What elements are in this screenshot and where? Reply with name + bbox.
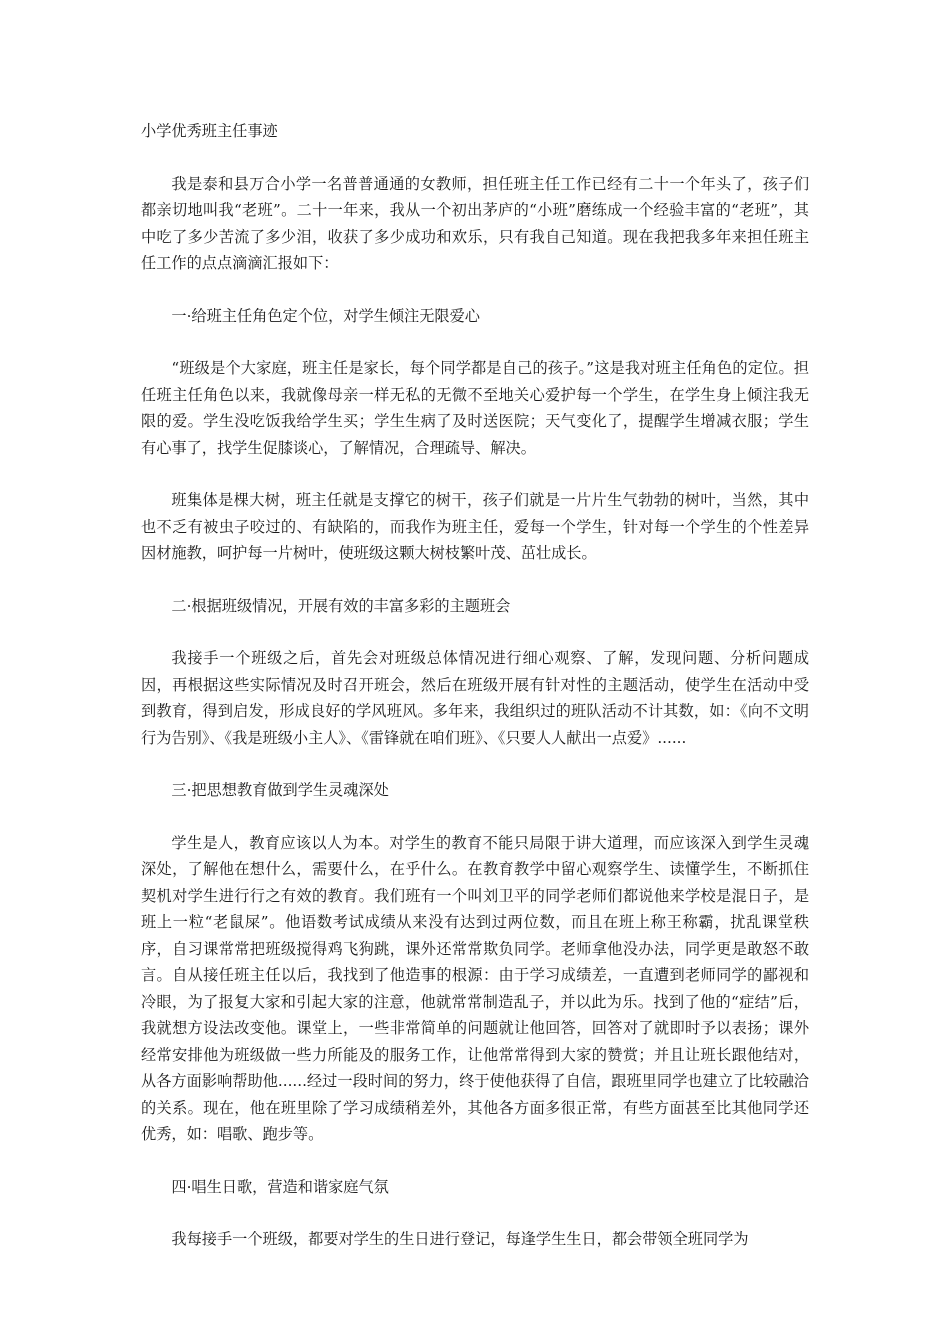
section-4-paragraph-1: 我每接手一个班级，都要对学生的生日进行登记，每逢学生生日，都会带领全班同学为 [171, 1230, 749, 1248]
section-heading-1: 一·给班主任角色定个位，对学生倾注无限爱心 [171, 306, 480, 325]
section-2-paragraph-1: 我接手一个班级之后，首先会对班级总体情况进行细心观察、了解，发现问题、分析问题成因，再根据这些实际情况及时召开班会，然后在班级开展有针对性的主题活动，使学生在活动中受到教育，得到启发，形成良好的学风班风。多年来，我组织过的班队活动不计其数，如：《向不文明行为告别》、《我是班级小主人》、《雷锋就在咱们班》、《只要人人献出一点爱》...... [141, 649, 809, 747]
section-heading-2: 二·根据班级情况，开展有效的丰富多彩的主题班会 [171, 596, 511, 615]
section-1-paragraph-2: 班集体是棵大树，班主任就是支撑它的树干，孩子们就是一片片生气勃勃的树叶，当然，其中也不乏有被虫子咬过的、有缺陷的，而我作为班主任，爱每一个学生，针对每一个学生的个性差异因材施教，呵护每一片树叶，使班级这颗大树枝繁叶茂、茁壮成长。 [141, 491, 809, 562]
intro-paragraph: 我是泰和县万合小学一名普普通通的女教师，担任班主任工作已经有二十一个年头了，孩子们都亲切地叫我“老班”。二十一年来，我从一个初出茅庐的“小班”磨练成一个经验丰富的“老班”，其中吃了多少苦流了多少泪，收获了多少成功和欢乐，只有我自己知道。现在我把我多年来担任班主任工作的点点滴滴汇报如下： [141, 174, 809, 272]
document-title: 小学优秀班主任事迹 [141, 122, 278, 140]
section-heading-3: 三·把思想教育做到学生灵魂深处 [171, 781, 389, 799]
document-body [141, 118, 809, 1253]
section-1-paragraph-1: “班级是个大家庭，班主任是家长，每个同学都是自己的孩子。”这是我对班主任角色的定位。担任班主任角色以来，我就像母亲一样无私的无微不至地关心爱护每一个学生，在学生身上倾注我无限的爱。学生没吃饭我给学生买；学生生病了及时送医院；天气变化了，提醒学生增减衣服；学生有心事了，找学生促膝谈心，了解情况，合理疏导、解决。 [141, 359, 809, 457]
section-3-paragraph-1: 学生是人，教育应该以人为本。对学生的教育不能只局限于讲大道理，而应该深入到学生灵魂深处，了解他在想什么，需要什么，在乎什么。在教育教学中留心观察学生、读懂学生，不断抓住契机对学生进行行之有效的教育。我们班有一个叫刘卫平的同学老师们都说他来学校是混日子，是班上一粒“老鼠屎”。他语数考试成绩从来没有达到过两位数，而且在班上称王称霸，扰乱课堂秩序，自习课常常把班级搅得鸡飞狗跳，课外还常常欺负同学。老师拿他没办法，同学更是敢怒不敢言。自从接任班主任以后，我找到了他造事的根源：由于学习成绩差，一直遭到老师同学的鄙视和冷眼，为了报复大家和引起大家的注意，他就常常制造乱子，并以此为乐。找到了他的“症结”后，我就想方设法改变他。课堂上，一些非常简单的问题就让他回答，回答对了就即时予以表扬；课外经常安排他为班级做一些力所能及的服务工作，让他常常得到大家的赞赏；并且让班长跟他结对，从各方面影响帮助他......经过一段时间的努力，终于使他获得了自信，跟班里同学也建立了比较融洽的关系。现在，他在班里除了学习成绩稍差外，其他各方面多很正常，有些方面甚至比其他同学还优秀，如：唱歌、跑步等。 [141, 833, 809, 1143]
section-heading-4: 四·唱生日歌，营造和谐家庭气氛 [171, 1177, 389, 1196]
